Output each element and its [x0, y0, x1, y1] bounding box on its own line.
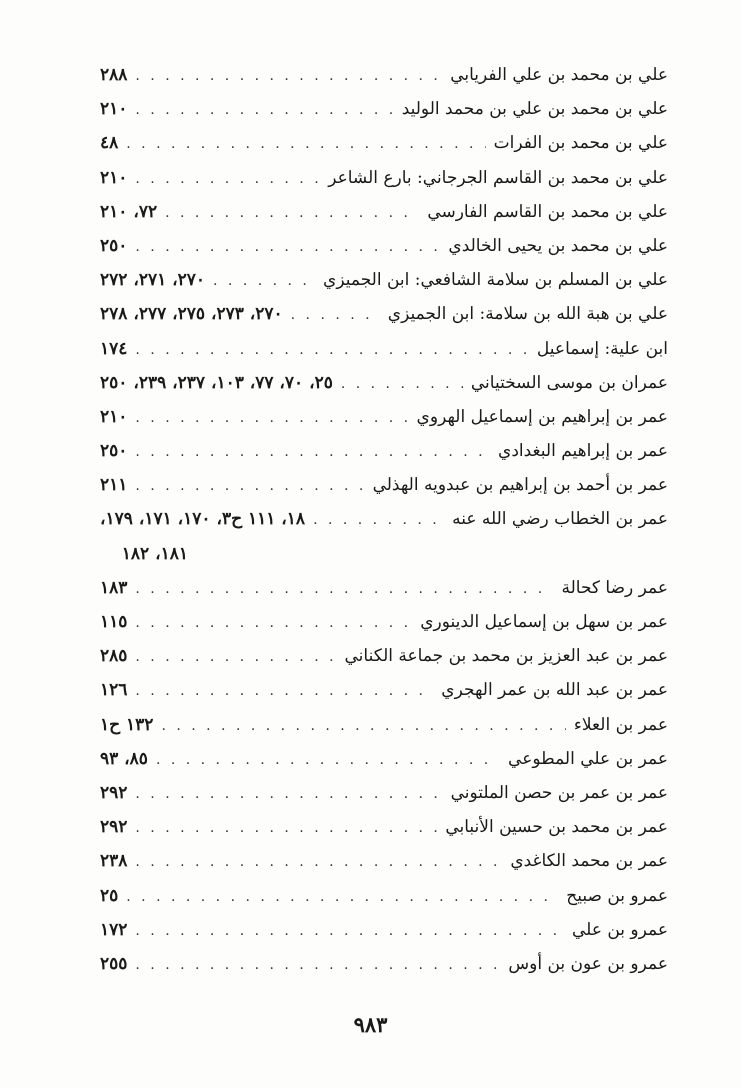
index-entry: [100, 913, 668, 947]
entry-pages: ٢٥٥: [100, 953, 128, 974]
entry-pages: ١٧٢: [100, 919, 128, 940]
entry-name: عمرو بن علي: [572, 919, 668, 940]
entry-name: علي بن محمد بن يحيى الخالدي: [448, 235, 668, 256]
index-entry: [100, 708, 668, 742]
dot-leader: [135, 93, 393, 127]
dot-leader: [313, 503, 444, 537]
entry-pages: ١٣٢ ح١: [100, 714, 154, 735]
entry-name: علي بن هبة الله بن سلامة: ابن الجميزي: [387, 304, 668, 325]
dot-leader: [341, 367, 463, 401]
dot-leader: [135, 948, 500, 982]
dot-leader: [135, 435, 490, 469]
entry-pages: ٢١١: [100, 475, 128, 496]
index-entry: [100, 126, 668, 160]
entry-name: ابن علية: إسماعيل: [536, 338, 668, 359]
index-entry: [100, 400, 668, 434]
dot-leader: [135, 777, 442, 811]
entry-pages: ٢٣٨: [100, 851, 128, 872]
entry-name: علي بن محمد بن القاسم الجرجاني: بارع الشاعر: [328, 167, 668, 188]
dot-leader: [135, 401, 408, 435]
entry-pages: ٢٥٠: [100, 235, 128, 256]
dot-leader: [135, 469, 364, 503]
index-entry: [100, 263, 668, 297]
entry-pages: ٤٨: [100, 133, 119, 154]
index-entry: [100, 229, 668, 263]
dot-leader: [126, 880, 558, 914]
entry-pages: ٢٥، ٧٠، ٧٧، ١٠٣، ٢٣٧، ٢٣٩، ٢٥٠: [100, 372, 333, 393]
dot-leader: [135, 162, 320, 196]
index-entry: [100, 742, 668, 776]
entry-name: علي بن محمد بن علي الفريابي: [450, 65, 668, 85]
index-entry: [100, 332, 668, 366]
entry-name: عمر بن محمد الكاغدي: [510, 851, 668, 872]
dot-leader: [213, 264, 315, 298]
entry-pages: ٢٩٢: [100, 782, 128, 803]
entry-pages-continuation: ١٨١، ١٨٢: [121, 543, 188, 564]
index-entry: [100, 161, 668, 195]
index-entry: [100, 434, 668, 468]
dot-leader: [135, 230, 440, 264]
entry-pages: ٢٨٥: [100, 646, 128, 667]
dot-leader: [135, 845, 502, 879]
entry-name: عمر رضا كحالة: [561, 577, 668, 598]
dot-leader: [135, 606, 412, 640]
entry-pages: ٢٩٢: [100, 817, 128, 838]
entry-name: عمرو بن عون بن أوس: [508, 953, 668, 974]
dot-leader: [135, 640, 336, 674]
entry-pages: ٢٥٠: [100, 441, 128, 462]
index-entry: [100, 879, 668, 913]
entry-pages: ١١٥: [100, 612, 128, 632]
entry-pages: ١٨٣: [100, 577, 128, 598]
index-entry: [100, 195, 668, 229]
index-entry: [100, 571, 668, 605]
dot-leader: [135, 59, 442, 93]
entry-name: علي بن محمد بن علي بن محمد الوليد: [401, 99, 668, 120]
index-entry: [100, 673, 668, 707]
entry-name: عمر بن محمد بن حسين الأنبابي: [445, 817, 668, 838]
entry-name: عمر بن إبراهيم بن إسماعيل الهروي: [416, 406, 668, 427]
page-number: ٩٨٣: [353, 1012, 388, 1037]
index-entry: [100, 92, 668, 126]
entry-name: عمر بن الخطاب رضي الله عنه: [452, 509, 668, 530]
entry-name: عمران بن موسى السختياني: [470, 372, 668, 393]
index-entry: [100, 58, 668, 92]
entry-name: عمر بن سهل بن إسماعيل الدينوري: [420, 612, 668, 632]
dot-leader: [161, 709, 565, 743]
index-entry: [100, 947, 668, 981]
entry-pages: ٨٥، ٩٣: [100, 748, 148, 769]
entry-pages: ٢٥: [100, 885, 119, 906]
entry-pages: ١٢٦: [100, 680, 128, 701]
index-entry: [100, 605, 668, 639]
entry-name: عمر بن عمر بن حصن الملتوني: [450, 782, 668, 803]
entry-name: عمر بن العلاء: [573, 714, 668, 735]
dot-leader: [135, 572, 553, 606]
index-entry: [100, 366, 668, 400]
dot-leader: [135, 674, 433, 708]
index-entry: [100, 639, 668, 673]
dot-leader: [126, 127, 485, 161]
entry-name: عمر بن علي المطوعي: [508, 748, 668, 769]
entry-pages: ٢٨٨: [100, 65, 128, 85]
dot-leader: [291, 298, 380, 332]
dot-leader: [135, 333, 529, 367]
index-entry: [100, 502, 668, 536]
entry-pages: ٢١٠: [100, 406, 128, 427]
entry-pages: ٢٧٠، ٢٧٣، ٢٧٥، ٢٧٧، ٢٧٨: [100, 304, 283, 325]
index-entry: [100, 810, 668, 844]
entry-pages: ١٨، ١١١ ح٣، ١٧٠، ١٧١، ١٧٩،: [100, 509, 306, 530]
index-entry: [100, 297, 668, 331]
dot-leader: [135, 811, 437, 845]
entry-pages: ٢١٠: [100, 167, 128, 188]
dot-leader: [165, 196, 419, 230]
entry-name: علي بن محمد بن الفرات: [493, 133, 668, 154]
entry-name: عمر بن عبد العزيز بن محمد بن جماعة الكناني: [344, 646, 668, 667]
entry-pages: ٧٢، ٢١٠: [100, 201, 158, 222]
dot-leader: [156, 743, 500, 777]
index-entry: [100, 844, 668, 878]
entry-name: عمر بن عبد الله بن عمر الهجري: [441, 680, 668, 701]
entry-name: عمر بن أحمد بن إبراهيم بن عبدويه الهذلي: [372, 475, 668, 496]
entry-name: عمر بن إبراهيم البغدادي: [498, 441, 668, 462]
index-list: [100, 58, 668, 981]
entry-name: علي بن محمد بن القاسم الفارسي: [427, 201, 668, 222]
entry-pages: ٢٧٠، ٢٧١، ٢٧٢: [100, 270, 206, 291]
dot-leader: [135, 914, 564, 948]
entry-pages: ٢١٠: [100, 99, 128, 120]
index-entry: [100, 468, 668, 502]
entry-name: عمرو بن صبيح: [566, 885, 668, 906]
index-entry: [100, 776, 668, 810]
entry-name: علي بن المسلم بن سلامة الشافعي: ابن الجميزي: [323, 270, 668, 291]
entry-pages: ١٧٤: [100, 338, 128, 359]
